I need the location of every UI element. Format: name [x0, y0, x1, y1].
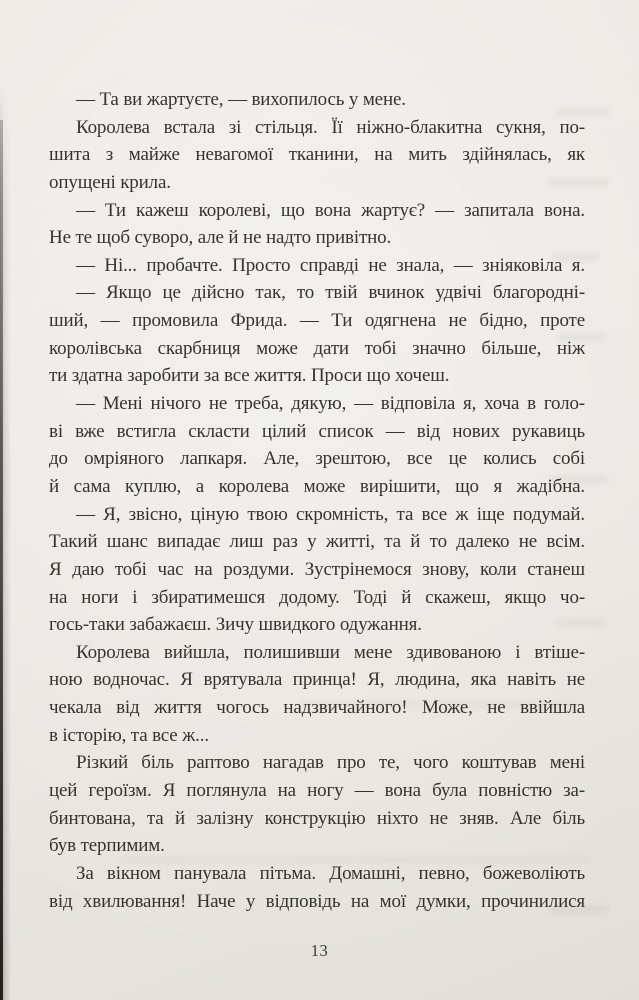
text-line: — Та ви жартуєте, — вихопилось у мене. — [76, 89, 406, 110]
text-line: гось-таки забажаєш. Зичу швидкого одужання. — [49, 614, 422, 636]
text-line: ною водночас. Я врятувала принца! Я, людина, яка навіть не — [49, 669, 585, 691]
text-line: ший, — промовила Фрида. — Ти одягнена не бідно, проте — [49, 310, 585, 332]
text-line: Не те щоб суворо, але й не надто привітно. — [49, 227, 392, 249]
page-number: 13 — [310, 941, 329, 960]
text-line: Королева встала зі стільця. Її ніжно-блакитна сукня, по- — [76, 116, 585, 138]
text-line: на ноги і збиратимешся додому. Тоді й скажеш, якщо чо- — [49, 586, 585, 608]
text-line: бинтована, та й залізну конструкцію ніхто не зняв. Але біль — [49, 807, 585, 829]
text-line: — Мені нічого не треба, дякую, — відповіла я, хоча в голо- — [76, 393, 585, 415]
text-line: Я даю тобі час на роздуми. Зустрінемося знову, коли станеш — [49, 558, 585, 580]
text-line: й сама куплю, а королева може вирішити, що я жадібна. — [49, 475, 585, 497]
text-line: чекала від життя чогось надзвичайного! Може, не ввійшла — [49, 697, 585, 719]
text-line: Різкий біль раптово нагадав про те, чого коштував мені — [76, 752, 585, 774]
text-line: — Я, звісно, ціную твою скромність, та все ж іще подумай. — [76, 503, 585, 525]
text-line: опущені крила. — [49, 171, 171, 193]
text-line: — Якщо це дійсно так, то твій вчинок удвічі благородні- — [76, 282, 585, 304]
spine-edge — [0, 120, 3, 1000]
text-line: Такий шанс випадає лиш раз у житті, та й то далеко не всім. — [49, 531, 585, 553]
text-line: — Ти кажеш королеві, що вона жартує? — запитала вона. — [76, 199, 585, 221]
text-line: цей героїзм. Я поглянула на ногу — вона була повністю за- — [49, 780, 585, 802]
text-block — [49, 86, 585, 915]
text-line: — Ні... пробачте. Просто справді не знала, — зніяковіла я. — [76, 254, 585, 276]
text-line: За вікном панувала пітьма. Домашні, певно, божеволіють — [76, 862, 585, 884]
text-line: ти здатна заробити за все життя. Проси що хочеш. — [49, 365, 450, 387]
text-line: шита з майже невагомої тканини, на мить здійнялась, як — [49, 144, 585, 166]
text-line: Королева вийшла, полишивши мене здивованою і втіше- — [76, 641, 585, 663]
text-line: в історію, та все ж... — [49, 724, 209, 746]
text-line: був терпимим. — [49, 835, 165, 857]
text-line: королівська скарбниця може дати тобі значно більше, ніж — [49, 337, 585, 359]
text-line: від хвилювання! Наче у відповідь на мої думки, прочинилися — [49, 890, 585, 912]
text-line: до омріяного лапкаря. Але, зрештою, все це колись собі — [49, 448, 585, 470]
text-line: ві вже встигла скласти цілий список — від нових рукавиць — [49, 420, 585, 442]
